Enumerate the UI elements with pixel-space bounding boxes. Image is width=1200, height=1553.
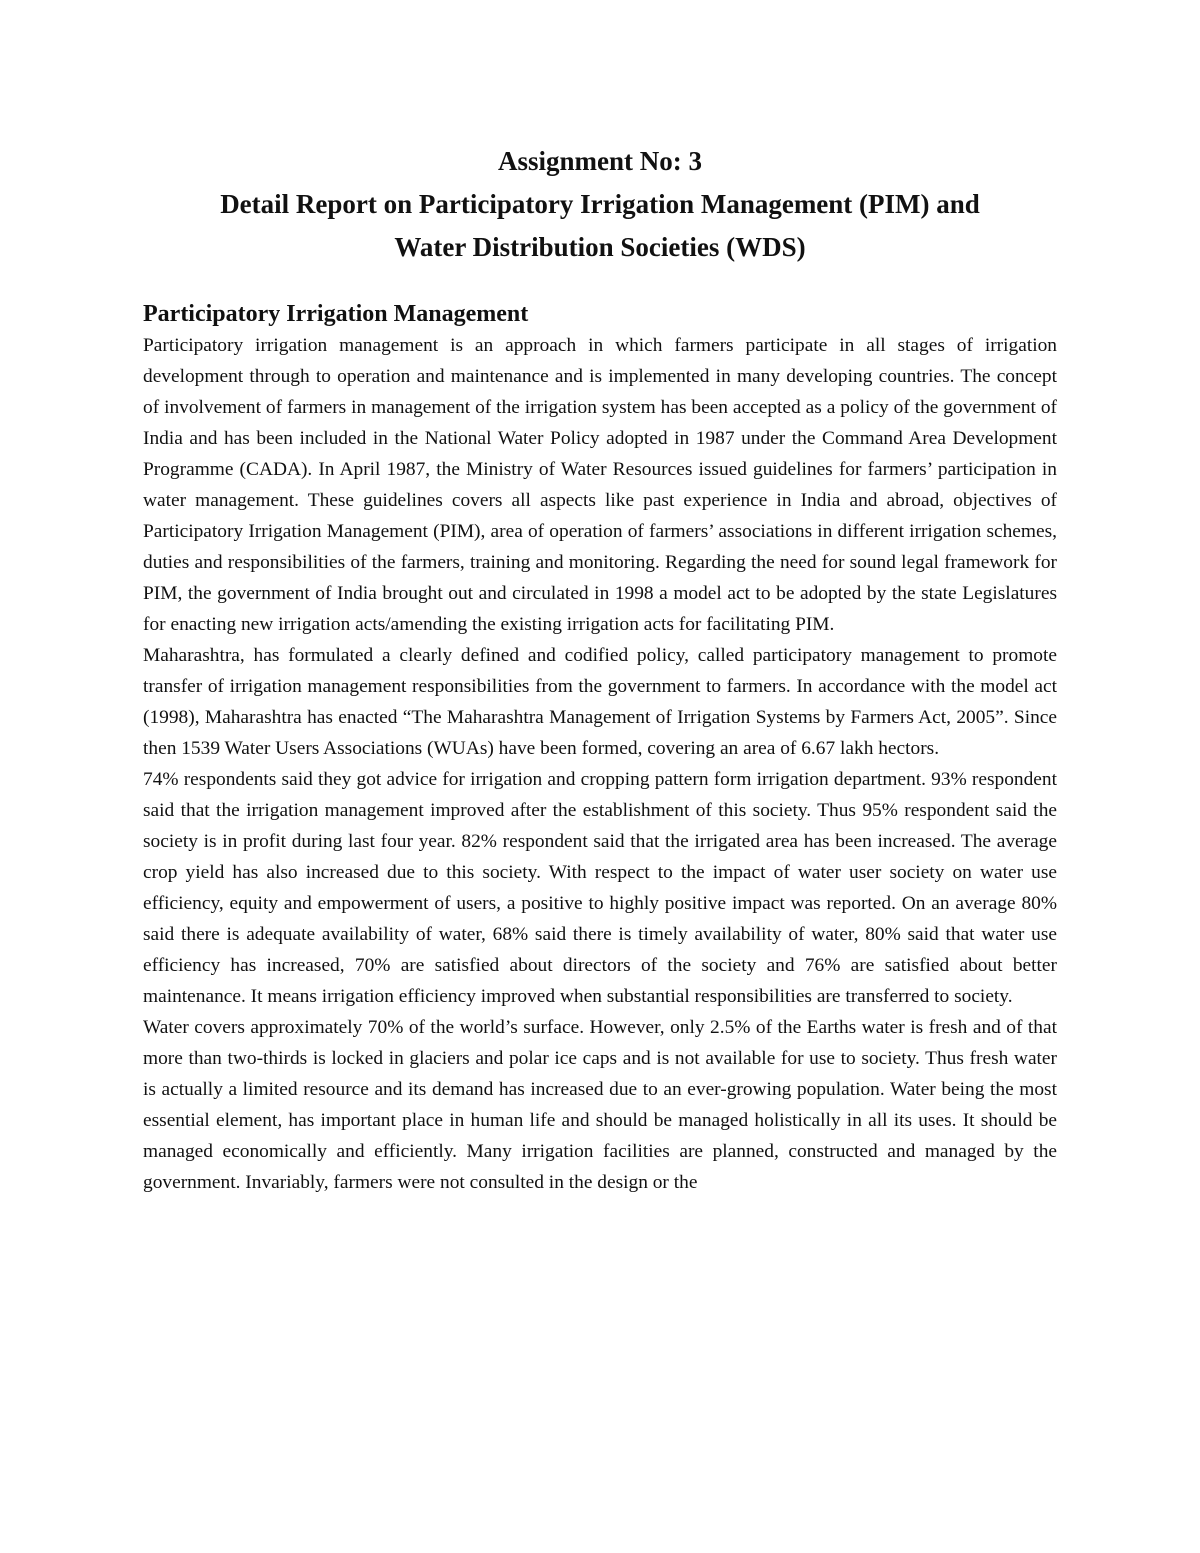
document-page	[143, 140, 1057, 1198]
assignment-number: Assignment No: 3	[497, 146, 702, 176]
report-title-line-2: Water Distribution Societies (WDS)	[394, 232, 806, 262]
paragraph-water-resources: Water covers approximately 70% of the world’s surface. However, only 2.5% of the Earths water is fresh and of that more than two-thirds is locked in glaciers and polar ice caps and is not available for use to society. Thus fresh water is actually a limited resource and its demand has increased due to an ever-growing population. Water being the most essential element, has important place in human life and should be managed holistically in all its uses. It should be managed economically and efficiently. Many irrigation facilities are planned, constructed and managed by the government. Invariably, farmers were not consulted in the design or the	[143, 1017, 1057, 1193]
section-heading: Participatory Irrigation Management	[143, 301, 529, 327]
paragraph-survey-results: 74% respondents said they got advice for irrigation and cropping pattern form irrigation department. 93% respondent said that the irrigation management improved after the establishment of this society. Thus 95% respondent said the society is in profit during last four year. 82% respondent said that the irrigated area has been increased. The average crop yield has also increased due to this society. With respect to the impact of water user society on water use efficiency, equity and empowerment of users, a positive to highly positive impact was reported. On an average 80% said there is adequate availability of water, 68% said there is timely availability of water, 80% said that water use efficiency has increased, 70% are satisfied about directors of the society and 76% are satisfied about better maintenance. It means irrigation efficiency improved when substantial responsibilities are transferred to society.	[143, 769, 1057, 1007]
report-title-line-1: Detail Report on Participatory Irrigation Management (PIM) and	[220, 189, 980, 219]
document-title	[143, 140, 1057, 269]
paragraph-pim-overview: Participatory irrigation management is an approach in which farmers participate in all stages of irrigation development through to operation and maintenance and is implemented in many developing countries. The concept of involvement of farmers in management of the irrigation system has been accepted as a policy of the government of India and has been included in the National Water Policy adopted in 1987 under the Command Area Development Programme (CADA). In April 1987, the Ministry of Water Resources issued guidelines for farmers’ participation in water management. These guidelines covers all aspects like past experience in India and abroad, objectives of Participatory Irrigation Management (PIM), area of operation of farmers’ associations in different irrigation schemes, duties and responsibilities of the farmers, training and monitoring. Regarding the need for sound legal framework for PIM, the government of India brought out and circulated in 1998 a model act to be adopted by the state Legislatures for enacting new irrigation acts/amending the existing irrigation acts for facilitating PIM.	[143, 335, 1057, 635]
paragraph-maharashtra: Maharashtra, has formulated a clearly defined and codified policy, called participatory management to promote transfer of irrigation management responsibilities from the government to farmers. In accordance with the model act (1998), Maharashtra has enacted “The Maharashtra Management of Irrigation Systems by Farmers Act, 2005”. Since then 1539 Water Users Associations (WUAs) have been formed, covering an area of 6.67 lakh hectors.	[143, 645, 1057, 759]
